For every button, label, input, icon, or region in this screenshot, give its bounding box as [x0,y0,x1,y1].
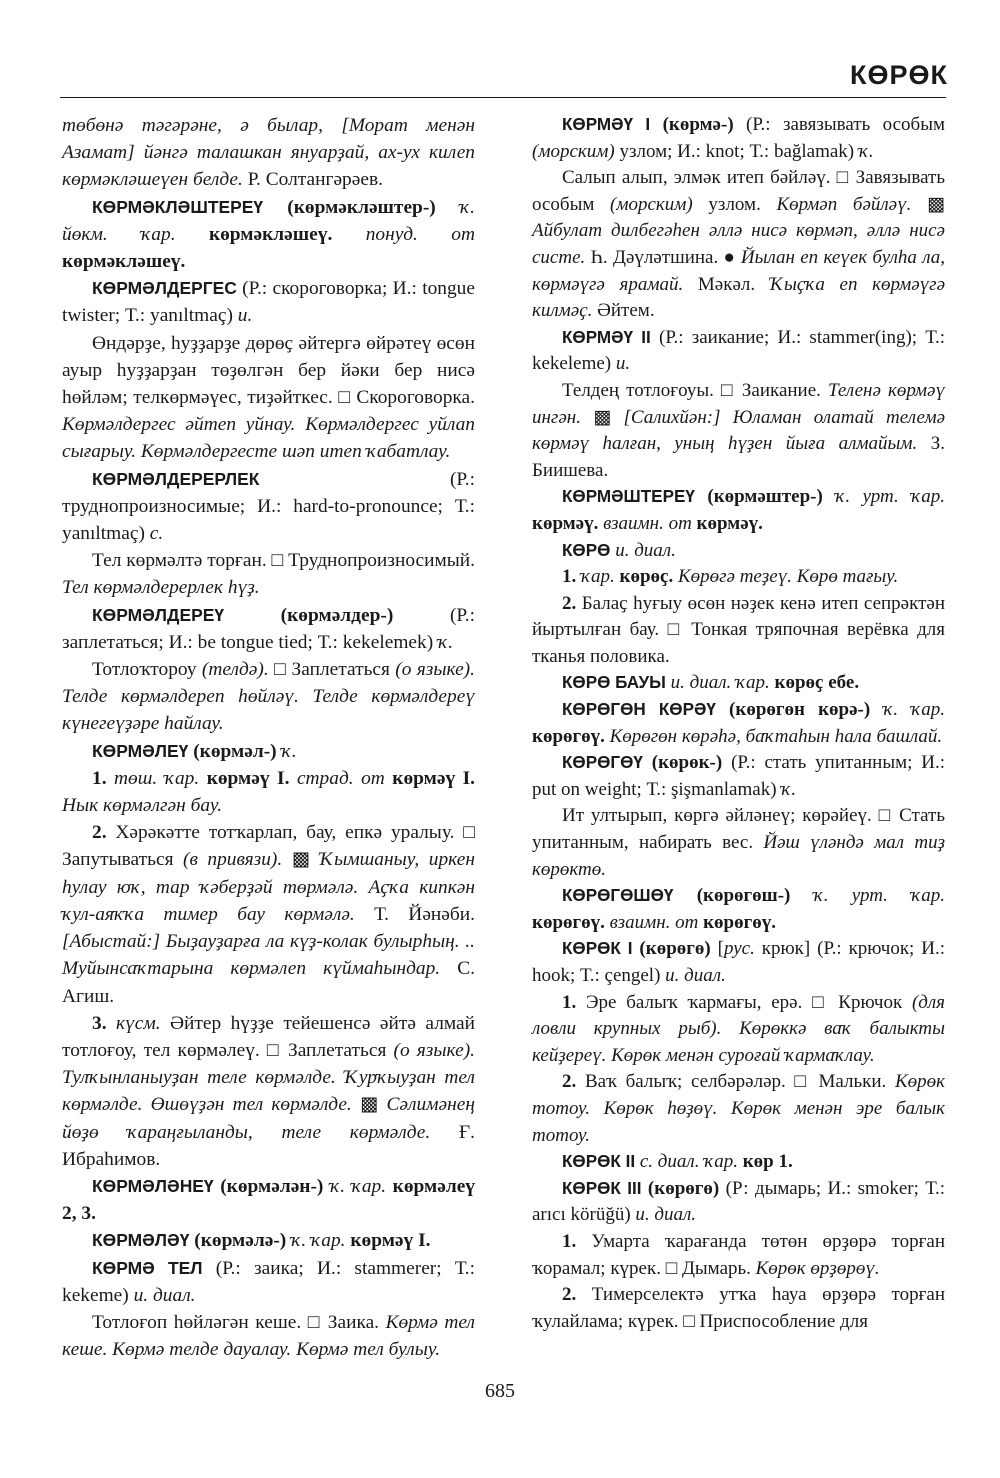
text-run: (Р.: завязывать особым [746,114,945,135]
dictionary-entry [532,112,945,165]
text-run: Өндәрҙе, һуҙҙарҙе дөрөҫ әйтергә өйрәтеү өсөн ауыр һуҙҙарҙан төҙөлгән бер йәки бер нисә һөйләм; телкөрмәүес, тиҙәйткес. □ Скороговорка. [62,332,475,409]
running-header-word: КӨРӨК [850,60,948,90]
italic-text: рус. [723,938,755,960]
text-run: Р. Солтангәрәев. [242,169,383,191]
entry-paragraph [532,1282,945,1335]
italic-text: Көрөгөн көрәһә, баҡтаһын һала башлай. [604,725,943,747]
text-run: узлом. [692,193,777,215]
dictionary-entry [62,466,475,548]
bold-text: көрмәү I. [392,767,476,789]
italic-text: Айбулат дилбегәһен әллә нисә көрмәп, әллә нисә систе. [532,220,945,268]
italic-text: понуд. от [332,223,475,245]
italic-text: взаимн. от [598,512,697,534]
text-run: Мәкәл. [683,273,770,295]
italic-text: и. диал. [133,1284,196,1306]
bold-text: көр 1. [742,1151,793,1173]
text-run: (Р.: заплетаться; И.: be tongue tied; Т.: kekelemek) [62,604,475,653]
italic-text: и. диал. [635,1204,697,1226]
text-run: (Р.: стать упитанным; И.: put on weight; Т.: şişmanlamak) [532,752,945,800]
italic-text: күсм. [115,1012,161,1034]
headword: КӨРӨГӨШӨҮ [562,886,674,906]
italic-text: с. [149,523,164,545]
text-run: Телдең тотлоғоуы. □ Заикание. [562,379,828,401]
text-run: [ [717,938,724,960]
bold-text: көрмәкләшеү. [208,223,333,245]
italic-text: ҡ. урт. ҡар. [813,885,945,907]
entry-paragraph [62,1010,475,1173]
headword: КӨРМӘЛДЕРГЕС [92,278,237,299]
headword: КӨРМӘҮ II [562,327,651,347]
text-run: Ит ултырып, көргә әйләнеү; көрәйеү. □ Стать упитанным, набирать вес. [532,805,945,854]
dictionary-entry [532,1176,945,1229]
bold-text: көрмәү I. [350,1230,431,1252]
right-column [532,112,945,1335]
text-run: (Р.: скороговорка; И.: tongue twister; Т.: yanıltmaç) [62,278,475,327]
italic-text: [Салихйән:] Юламан олатай телемә көрмәү һалған, уның һүҙен йыға алмайым. [532,406,946,455]
italic-text: (телдә). [201,659,269,681]
italic-text: ҡ. йөкм. ҡар. [62,196,475,245]
headword: КӨРӨГӨҮ [562,753,643,773]
dictionary-entry [62,1255,475,1309]
italic-text: Тел көрмәлдерерлек һүҙ. [62,577,260,599]
italic-text: ҡ. [781,778,797,800]
page-number: 685 [485,1380,515,1402]
headword: КӨРМӘЛӘҮ [92,1230,190,1251]
bold-text: көрмәү. [532,512,599,534]
bold-text: (көрмәлән-) [213,1175,330,1197]
dictionary-entry [62,1227,475,1254]
bold-text: 1. [562,566,581,588]
headword: КӨРӨК I [562,939,633,959]
italic-text: (морским) [532,140,615,162]
italic-text: [Абыстай:] Быҙауҙарға ла күҙ-колак булырһың. .. Муйынсаҡтарына көрмәлеп күймаһындар. [62,931,475,980]
bold-text: (көрмәкләштер-) [263,196,460,218]
headword: КӨРӨК II [562,1152,636,1172]
headword: КӨРӨГӨН КӨРӘҮ [562,700,716,720]
text-run: Ваҡ балыҡ; селбәрәләр. □ Мальки. [584,1071,895,1093]
entry-paragraph [62,330,475,466]
italic-text: ҡ. [281,740,297,762]
bold-text: 2. [92,822,116,844]
headword: КӨРМӘШТЕРЕҮ [562,487,695,507]
italic-text: төш. ҡар. [114,767,207,789]
dictionary-entry [62,738,475,765]
bold-text: көрөгөү. [703,911,776,933]
text-run: □ Заплетаться [268,659,396,681]
bold-text: (көрөгөш-) [673,885,814,907]
bold-text: көрөгөү. [532,911,605,933]
italic-text: Көрөк тотоу. Көрөк һөҙөү. Көрөк менән эре балык тотоу. [532,1071,945,1146]
text-run: Әйтем. [592,300,655,322]
bold-text: 1. [562,1230,592,1252]
italic-text: Нык көрмәлгән бау. [62,795,223,817]
entry-paragraph [532,990,945,1070]
italic-text: ҡ. урт. ҡар. [835,486,945,508]
italic-text: ҡ. [438,631,454,653]
italic-text: и. [615,353,631,375]
entry-paragraph [62,765,475,819]
bold-text: көрөҫ. [619,566,674,588]
dictionary-entry [532,1149,945,1176]
text-run: С. Агиш. [62,958,475,1007]
entry-paragraph [62,547,475,601]
bold-text: (көрмә-) [650,114,747,135]
italic-text: Көрмәлдергес әйтеп уйнау. Көрмәлдергес уйлап сығарыу. Көрмәлдергесте шәп итеп ҡабатлау. [62,414,475,463]
entry-paragraph [532,564,945,591]
bold-text: (көрөгө) [632,938,718,960]
bold-text: 2. [562,1284,592,1306]
italic-text: и. [237,305,253,327]
dictionary-entry [532,670,945,697]
entry-paragraph [532,803,945,883]
headword: КӨРМӘЛДЕРЕҮ [92,604,225,625]
text-run: Әйтер һүҙҙе тейешенсә әйтә алмай тотлоғоу, тел көрмәлеү. □ Заплетаться [62,1012,475,1061]
bold-text: 1. [562,991,586,1013]
text-run: Тел көрмәлтә торған. □ Труднопроизносимый. [92,550,475,572]
text-run: Балаҫ һуғыу өсөн нәҙек кенә итеп сепрәктән йыртылған бау. □ Тонкая тряпочная верёвка для тканья половика. [532,592,945,667]
italic-text: Көрмә тел кеше. Көрмә телде дауалау. Көрмә тел булыу. [62,1311,475,1361]
bold-text: 2. [562,1071,585,1093]
headword: КӨРМӘ ТЕЛ [92,1257,203,1278]
italic-text: Көрөк өрҙөрөү. [755,1257,880,1279]
italic-text: и. диал. [665,965,726,986]
italic-text: (о языке). Телде көрмәлдереп һөйләү. Телде көрмәлдереү күнегеүҙәре һайлау. [62,659,475,735]
dictionary-entry [532,883,945,936]
entry-paragraph [532,591,945,671]
italic-text: ҡ. ҡар. [329,1175,393,1197]
italic-text: Көрмәп бәйләү. [776,193,912,215]
text-run: З. Биишева. [532,433,945,481]
headword: КӨРӨ БАУЫ [562,673,666,693]
dictionary-entry [532,750,945,803]
bold-text: (көрмәлдер-) [224,604,450,626]
entry-paragraph [532,1229,945,1282]
entry-paragraph [532,165,945,325]
italic-text: Теленә көрмәү ингән. [532,379,945,428]
text-run: Тотлоҡтороу [92,659,202,681]
text-run: крюк] (Р.: крючок; И.: hook; Т.: çengel) [532,938,945,986]
italic-text: ҡ. [858,140,874,162]
dictionary-entry [62,602,475,656]
bold-text: көрөгөү. [532,725,605,747]
bold-text: көрмәү. [696,512,763,534]
italic-text: ҡ. ҡар. [291,1230,351,1252]
text-run: ▩ [911,193,945,215]
text-run: Ғ. Ибраһимов. [62,1121,475,1170]
bold-text: (көрөгө) [641,1177,726,1199]
dictionary-entry [532,697,945,750]
text-run: Тимерселектә утҡа һауа өрҙөрә торған ҡулайлама; күрек. □ Приспособление для [532,1284,946,1332]
italic-text: (в привязи). [183,849,283,871]
italic-text: Көрөгә теҙеү. Көрө тағыу. [673,566,899,588]
bold-text: 3. [92,1012,116,1034]
bold-text: (көрөгөн көрә-) [715,699,884,721]
headword: КӨРӨ [562,540,611,560]
dictionary-entry [62,194,475,276]
text-run: узлом; И.: knot; Т.: bağlamak) [614,140,859,162]
entry-paragraph [62,819,475,1009]
text-run: (Р.: заикание; И.: stammer(ing); Т.: kekeleme) [532,326,946,375]
italic-text: страд. от [289,767,393,789]
headword: КӨРМӘКЛӘШТЕРЕҮ [92,196,264,217]
italic-text: Йәш үләндә мал тиҙ көрөктө. [532,832,945,880]
left-column [62,112,475,1363]
headword: КӨРМӘЛЕҮ [92,740,189,761]
italic-text: ҡ. ҡар. [883,699,945,721]
italic-text: и. диал. [610,539,676,561]
text-run: Салып алып, элмәк итеп бәйләү. □ Завязывать особым [532,167,945,215]
italic-text: (морским) [610,193,693,215]
dictionary-entry [62,275,475,329]
text-run: (Р: дымарь; И.: smoker; Т.: arıcı körüğü) [532,1177,946,1226]
italic-text: ҡар. [581,566,620,588]
italic-text: төбөнә тәгәрәне, ә былар, [Морат менән Азамат] йәнгә талашкан януарҙай, ах-ух килеп көрмәкләшеүен белде. [62,115,475,191]
italic-text: (для ловли крупных рыб). Көрөккә ваҡ балыкты кейҙереү. Көрөк менән суроғай ҡармаҡлау. [532,991,946,1066]
entry-paragraph [532,378,945,484]
text-run: Т. Йәнәби. [354,903,475,925]
headword: КӨРӨК III [562,1178,642,1198]
entry-paragraph [62,112,475,194]
bold-text: көрмәкләшеү. [62,251,186,273]
headword: КӨРМӘЛДЕРЕРЛЕК [92,468,260,489]
italic-text: Йылан еп кеүек булһа ла, көрмәүгә ярамай. [532,246,945,295]
headword: КӨРМӘҮ I [562,115,651,134]
text-run: ▩ [282,849,320,871]
text-run: Хәрәкәтте тотҡарлап, бау, епкә уралыу. □ Запутываться [62,822,476,871]
italic-text: Ҡымшаныу, иркен һулау юҡ, тар ҡәберҙәй төрмәлә. Аҫҡа кипкән ҡул-аяҡҡа тимер бау көрмәлә. [62,849,475,925]
entry-paragraph [62,1309,475,1363]
italic-text: взаимн. от [604,911,704,933]
dictionary-entry [532,936,945,989]
bold-text: (көрмәлә-) [189,1230,292,1252]
text-run: ▩ [580,406,624,428]
bold-text: (көрмәштер-) [694,486,836,508]
text-run: ▩ [351,1094,387,1116]
bold-text: көрөҫ ебе. [774,672,860,694]
text-run: Һ. Дәүләтшина. ● [585,246,741,268]
dictionary-entry [532,484,945,537]
italic-text: с. диал. ҡар. [635,1151,743,1173]
bold-text: 2. [562,592,582,614]
bold-text: (көрмәл-) [188,740,282,762]
headword: КӨРМӘЛӘНЕҮ [92,1175,214,1196]
bold-text: көрмәү I. [206,767,290,789]
text-run: (Р.: труднопроизносимые; И.: hard-to-pronounce; Т.: yanıltmaç) [62,468,475,545]
entry-paragraph [62,656,475,738]
header-rule [60,97,946,98]
italic-text: и. диал. ҡар. [665,672,775,694]
text-run: Тотлоғоп һөйләгән кеше. □ Заика. [92,1311,386,1333]
bold-text: көрмәлеү 2, 3. [62,1175,475,1225]
dictionary-entry [532,325,945,378]
italic-text: (о языке). Тулҡынланыуҙан теле көрмәлде. Ҡурҡыуҙан тел көрмәлде. Өшөүҙән тел көрмәлде. [62,1039,476,1116]
text-run: (Р.: заика; И.: stammerer; Т.: kekeme) [62,1257,476,1306]
italic-text: Ҡыҫҡа еп көрмәүгә килмәҫ. [532,273,945,322]
entry-paragraph [532,1069,945,1149]
text-run: Эре балыҡ ҡармағы, ерә. □ Крючок [585,991,912,1013]
bold-text: (көрөк-) [642,752,732,774]
dictionary-entry [62,1173,475,1227]
bold-text: 1. [92,767,115,789]
dictionary-entry [532,538,945,565]
italic-text: Сәлимәнең йөҙө ҡараңғыланды, теле көрмәлде. [62,1094,475,1143]
text-run: Умарта ҡарағанда төтөн өрҙөрә торған ҡорамал; күрек. □ Дымарь. [532,1230,945,1279]
